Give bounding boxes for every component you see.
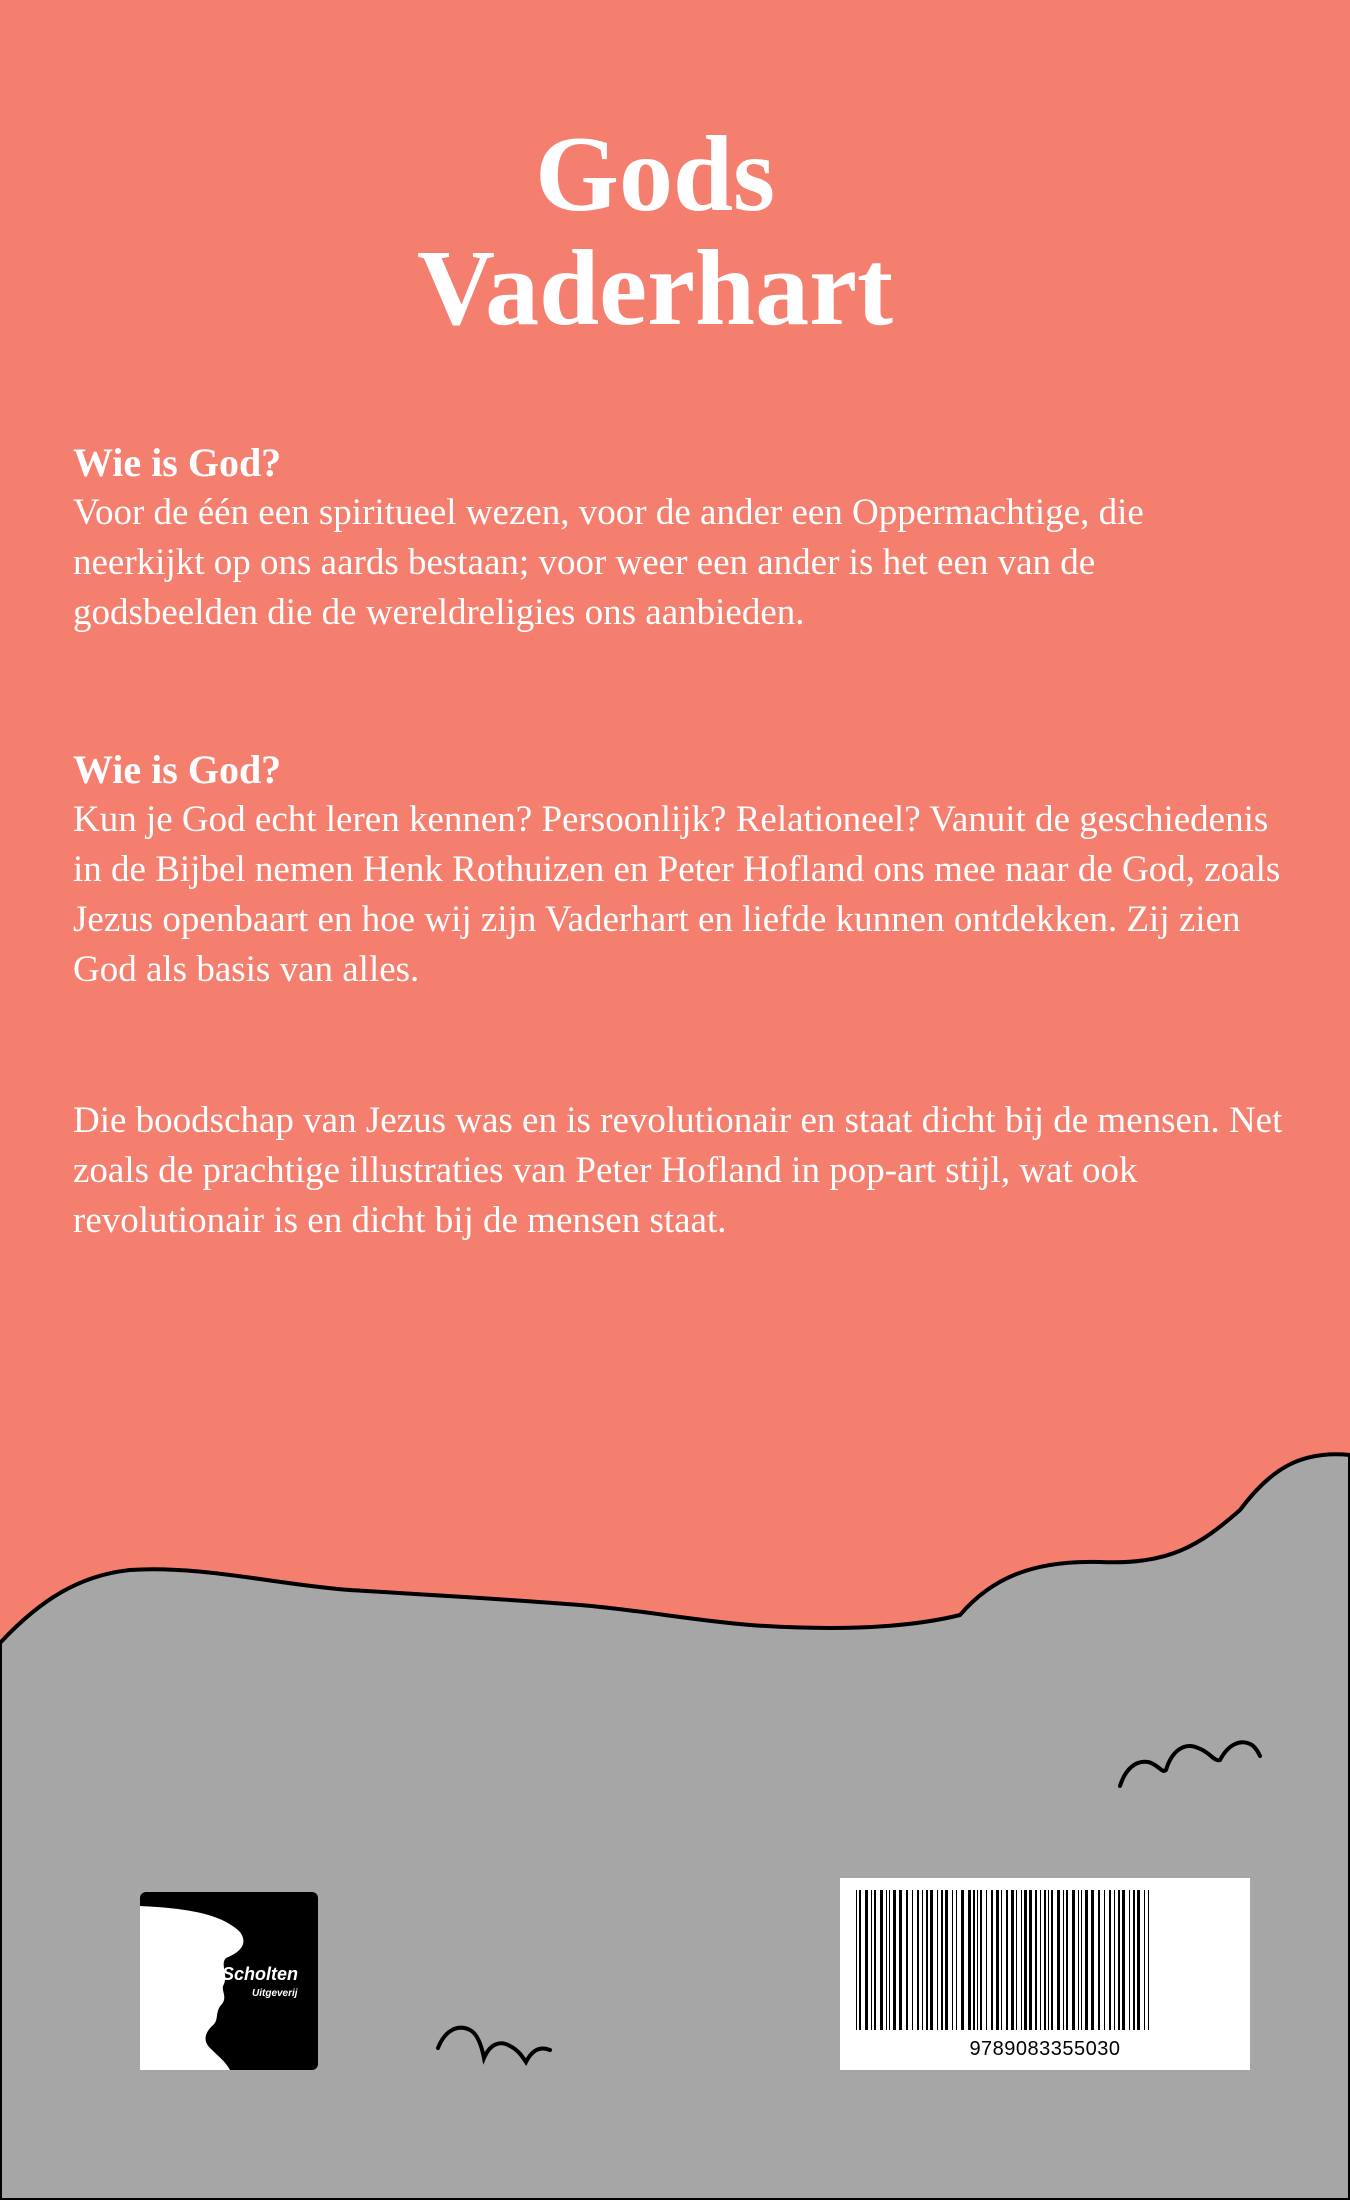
barcode-bar: [961, 1890, 964, 2030]
barcode-bar: [1091, 1890, 1094, 2030]
barcode-bar: [865, 1890, 868, 2030]
barcode-bar: [871, 1890, 872, 2030]
barcode-bar: [1021, 1890, 1022, 2030]
barcode-bar: [1114, 1890, 1115, 2030]
barcode-bar: [893, 1890, 896, 2030]
barcode-bar: [1048, 1890, 1049, 2030]
barcode-bar: [1078, 1890, 1079, 2030]
isbn-number: 9789083355030: [969, 2038, 1121, 2060]
barcode-bar: [1051, 1890, 1053, 2030]
barcode-bar: [859, 1890, 861, 2030]
publisher-subtitle: Uitgeverij: [252, 1988, 298, 1999]
barcode-bar: [952, 1890, 953, 2030]
barcode-bar: [973, 1890, 975, 2030]
barcode-bar: [1137, 1890, 1140, 2030]
publisher-logo: [140, 1892, 318, 2070]
barcode-bar: [1006, 1890, 1008, 2030]
section-heading: Wie is God?: [73, 440, 282, 485]
section-heading: Wie is God?: [73, 747, 282, 792]
section-paragraph: Voor de één een spiritueel wezen, voor de ander een Oppermachtige, die neerkijkt op ons aards bestaan; voor weer een ander is het een van de godsbeelden die de wereldreligies ons aanbieden.: [73, 492, 1144, 633]
barcode-bar: [1122, 1890, 1125, 2030]
barcode-bar: [968, 1890, 971, 2030]
barcode-bar: [1016, 1890, 1017, 2030]
barcode-bar: [880, 1890, 883, 2030]
barcode-bar: [1144, 1890, 1145, 2030]
publisher-name: Scholten: [222, 1964, 299, 1984]
barcode-bar: [1148, 1890, 1149, 2030]
barcode-bar: [1109, 1890, 1111, 2030]
barcode-bar: [1104, 1890, 1105, 2030]
barcode-bar: [874, 1890, 876, 2030]
barcode-bar: [1118, 1890, 1120, 2030]
barcode-bar: [906, 1890, 908, 2030]
barcode-bar: [980, 1890, 982, 2030]
barcode-bar: [1035, 1890, 1037, 2030]
barcode-bar: [889, 1890, 890, 2030]
barcode-bar: [941, 1890, 943, 2030]
barcode-bar: [1133, 1890, 1135, 2030]
barcode-bar: [930, 1890, 933, 2030]
barcode-bar: [917, 1890, 919, 2030]
section-paragraph: Kun je God echt leren kennen? Persoonlijk? Relationeel? Vanuit de geschiedenis in de Bijbel nemen Henk Rothuizen en Peter Hofland ons mee naar de God, zoals Jezus openbaart en hoe wij zijn Vaderhart en liefde kunnen ontdekken. Zij zien God als basis van alles.: [73, 799, 1281, 990]
barcode-bar: [856, 1890, 857, 2030]
barcode-bar: [1072, 1890, 1075, 2030]
barcode-bar: [1040, 1890, 1041, 2030]
barcode-bar: [1085, 1890, 1088, 2030]
barcode-bar: [945, 1890, 948, 2030]
barcode-bar: [1063, 1890, 1064, 2030]
barcode-bar: [922, 1890, 923, 2030]
isbn-barcode: [840, 1878, 1250, 2070]
barcode-bar: [1029, 1890, 1032, 2030]
title-line-1: Gods: [534, 115, 776, 234]
barcode-bar: [1081, 1890, 1082, 2030]
barcode-bar: [1066, 1890, 1068, 2030]
barcode-bar: [1098, 1890, 1100, 2030]
barcode-bar: [899, 1890, 902, 2030]
barcode-bar: [937, 1890, 938, 2030]
barcode-bar: [1001, 1890, 1002, 2030]
barcode-bar: [977, 1890, 978, 2030]
barcode-bar: [996, 1890, 999, 2030]
barcode-bar: [1044, 1890, 1046, 2030]
barcode-bar: [956, 1890, 957, 2030]
barcode-bar: [1129, 1890, 1130, 2030]
barcode-bar: [1057, 1890, 1060, 2030]
barcode-bar: [986, 1890, 987, 2030]
barcode-bar: [1024, 1890, 1027, 2030]
title-line-2: Vaderhart: [417, 229, 893, 348]
barcode-bar: [991, 1890, 993, 2030]
barcode-bar: [886, 1890, 887, 2030]
barcode-bar: [1011, 1890, 1014, 2030]
barcode-bar: [912, 1890, 913, 2030]
grey-ground-shape: [0, 1454, 1350, 2200]
section-paragraph: Die boodschap van Jezus was en is revolutionair en staat dicht bij de mensen. Net zoals de prachtige illustraties van Peter Hofland in pop-art stijl, wat ook revolutionair is en dicht bij de mensen staat.: [73, 1100, 1283, 1241]
barcode-bar: [926, 1890, 928, 2030]
